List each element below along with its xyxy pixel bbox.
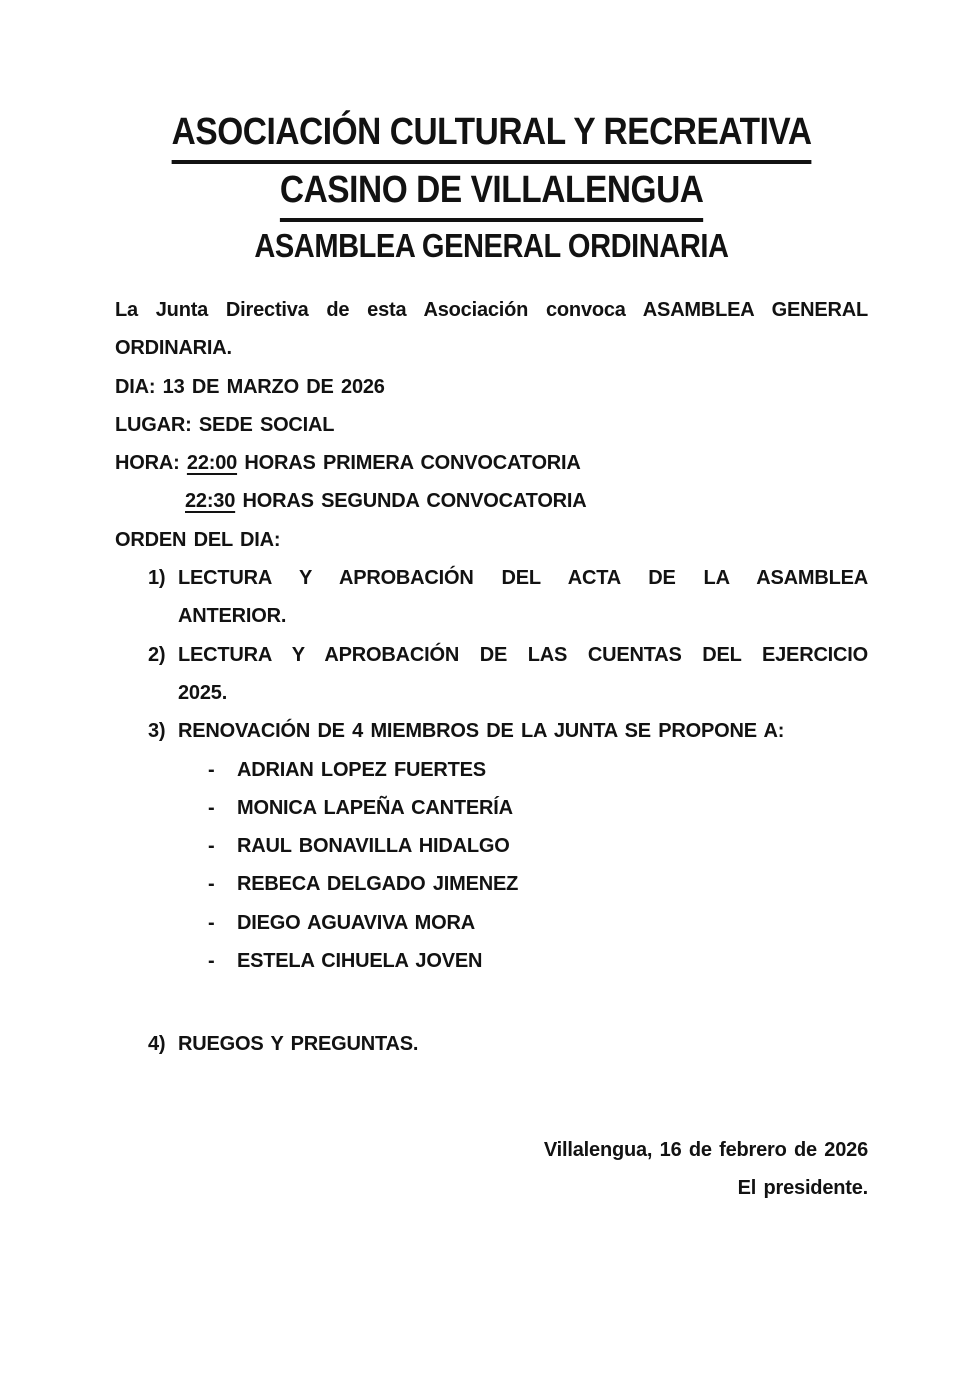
dash-bullet: - xyxy=(208,796,215,819)
subtitle-row xyxy=(115,222,868,270)
agenda-item-4-line-1: RUEGOS Y PREGUNTAS. xyxy=(178,1033,419,1056)
title-line-2-row xyxy=(115,164,868,222)
signature-place-date: Villalengua, 16 de febrero de 2026 xyxy=(543,1138,868,1161)
title-line-2: CASINO DE VILLALENGUA xyxy=(280,164,704,222)
candidate-name: ADRIAN LOPEZ FUERTES xyxy=(237,758,486,781)
candidate-name: MONICA LAPEÑA CANTERÍA xyxy=(237,796,513,819)
dash-bullet: - xyxy=(208,835,215,858)
candidate-row xyxy=(115,789,868,827)
agenda-item-1-number: 1) xyxy=(148,567,166,590)
intro-paragraph xyxy=(115,291,868,368)
agenda-item-2-number: 2) xyxy=(148,643,166,666)
agenda-item-2 xyxy=(115,636,868,713)
intro-line-2: ORDINARIA. xyxy=(115,337,232,360)
document-body xyxy=(115,291,868,1207)
title-line-1: ASOCIACIÓN CULTURAL Y RECREATIVA xyxy=(172,106,812,164)
agenda-item-4-number: 4) xyxy=(148,1033,166,1056)
candidate-name: ESTELA CIHUELA JOVEN xyxy=(237,950,483,973)
intro-line-1: La Junta Directiva de esta Asociación convoca ASAMBLEA GENERAL xyxy=(115,299,868,321)
agenda-item-3-line-1: RENOVACIÓN DE 4 MIEMBROS DE LA JUNTA SE PROPONE A: xyxy=(178,720,785,743)
agenda-item-3-number: 3) xyxy=(148,720,166,743)
orden-heading: ORDEN DEL DIA: xyxy=(115,528,281,551)
agenda-item-1-line-2: ANTERIOR. xyxy=(178,605,287,628)
agenda-item-2-line-1: LECTURA Y APROBACIÓN DE LAS CUENTAS DEL EJERCICIO xyxy=(178,643,868,666)
hora-line-2 xyxy=(115,482,868,520)
hora-time-2: 22:30 xyxy=(185,490,236,513)
candidate-row xyxy=(115,942,868,980)
hora-line-1 xyxy=(115,444,868,482)
agenda-item-4 xyxy=(115,1025,868,1063)
agenda-item-1 xyxy=(115,559,868,636)
candidate-row xyxy=(115,827,868,865)
title-line-1-row xyxy=(115,106,868,164)
agenda-item-1-line-1: LECTURA Y APROBACIÓN DEL ACTA DE LA ASAMBLEA xyxy=(178,567,868,590)
candidate-row xyxy=(115,751,868,789)
signature-signer: El presidente. xyxy=(737,1176,868,1199)
agenda-item-2-line-2: 2025. xyxy=(178,681,228,704)
candidate-name: RAUL BONAVILLA HIDALGO xyxy=(237,835,510,858)
signature-block xyxy=(115,1131,868,1208)
candidate-row xyxy=(115,865,868,903)
dash-bullet: - xyxy=(208,911,215,934)
dash-bullet: - xyxy=(208,873,215,896)
lugar-line: LUGAR: SEDE SOCIAL xyxy=(115,413,335,436)
candidate-name: REBECA DELGADO JIMENEZ xyxy=(237,873,519,896)
dash-bullet: - xyxy=(208,950,215,973)
candidate-row xyxy=(115,904,868,942)
hora-rest-1: HORAS PRIMERA CONVOCATORIA xyxy=(237,452,581,475)
dash-bullet: - xyxy=(208,758,215,781)
agenda-item-3 xyxy=(115,712,868,750)
hora-rest-2: HORAS SEGUNDA CONVOCATORIA xyxy=(235,490,587,513)
hora-label: HORA: xyxy=(115,452,187,475)
subtitle: ASAMBLEA GENERAL ORDINARIA xyxy=(254,227,729,264)
dia-line: DIA: 13 DE MARZO DE 2026 xyxy=(115,375,385,398)
document-header xyxy=(115,106,868,270)
candidate-name: DIEGO AGUAVIVA MORA xyxy=(237,911,475,934)
hora-time-1: 22:00 xyxy=(186,452,238,475)
